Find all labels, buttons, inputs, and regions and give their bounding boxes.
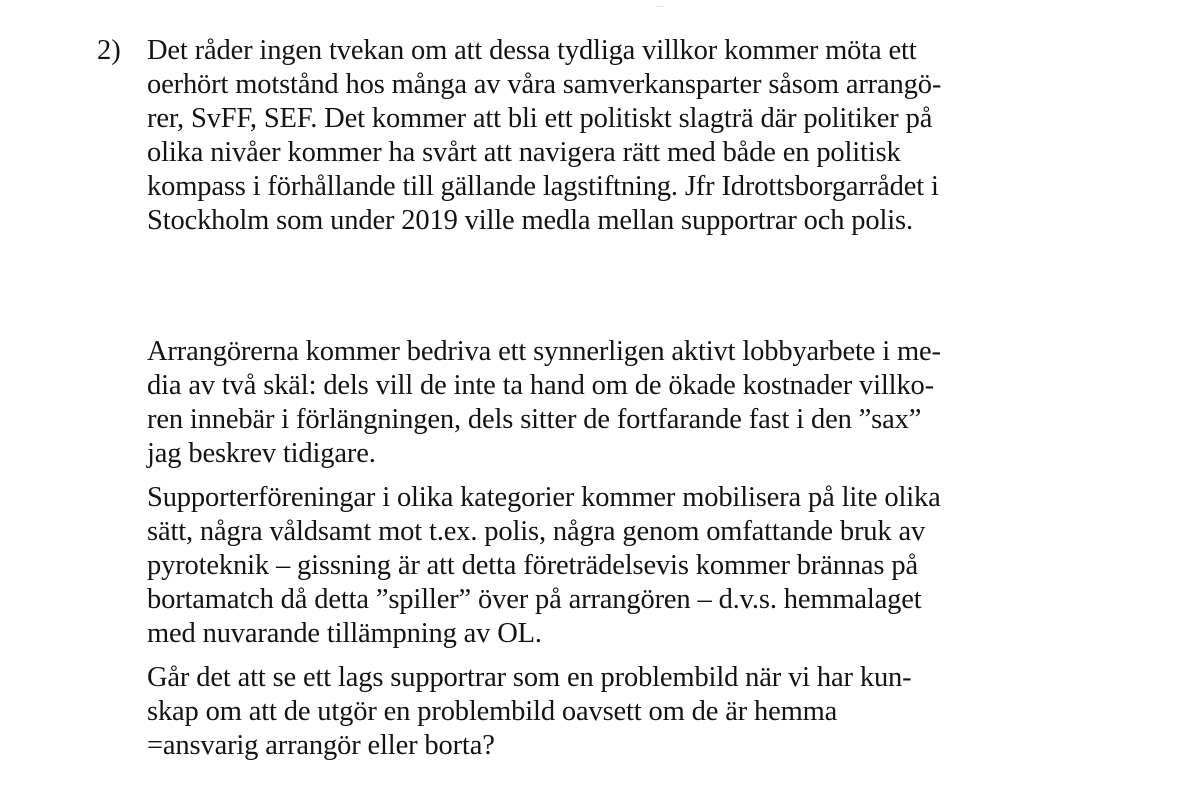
- text-line: Supporterföreningar i olika kategorier kommer mobilisera på lite olika: [147, 482, 941, 513]
- text-line: dia av två skäl: dels vill de inte ta hand om de ökade kostnader villko-: [147, 370, 934, 401]
- text-line: pyroteknik – gissning är att detta företrädelsevis kommer brännas på: [147, 550, 918, 581]
- list-item-number: 2): [97, 35, 121, 66]
- text-line: sätt, några våldsamt mot t.ex. polis, några genom omfattande bruk av: [147, 516, 926, 547]
- text-line: Går det att se ett lags supportrar som en problembild när vi har kun-: [147, 662, 912, 693]
- text-line: skap om att de utgör en problembild oavsett om de är hemma: [147, 696, 838, 727]
- text-line: med nuvarande tillämpning av OL.: [147, 618, 542, 649]
- scan-artifact: [656, 6, 664, 7]
- text-line: bortamatch då detta ”spiller” över på arrangören – d.v.s. hemmalaget: [147, 584, 922, 615]
- text-line: =ansvarig arrangör eller borta?: [147, 730, 495, 761]
- text-line: oerhört motstånd hos många av våra samverkansparter såsom arrangö-: [147, 69, 942, 100]
- text-line: Det råder ingen tvekan om att dessa tydliga villkor kommer möta ett: [147, 35, 917, 66]
- text-line: olika nivåer kommer ha svårt att navigera rätt med både en politisk: [147, 137, 901, 168]
- text-line: rer, SvFF, SEF. Det kommer att bli ett politiskt slagträ där politiker på: [147, 103, 933, 134]
- text-line: ren innebär i förlängningen, dels sitter de fortfarande fast i den ”sax”: [147, 404, 922, 435]
- text-line: Arrangörerna kommer bedriva ett synnerligen aktivt lobbyarbete i me-: [147, 336, 941, 367]
- text-line: kompass i förhållande till gällande lagstiftning. Jfr Idrottsborgarrådet i: [147, 171, 939, 202]
- text-line: Stockholm som under 2019 ville medla mellan supportrar och polis.: [147, 205, 913, 236]
- text-line: jag beskrev tidigare.: [147, 438, 376, 469]
